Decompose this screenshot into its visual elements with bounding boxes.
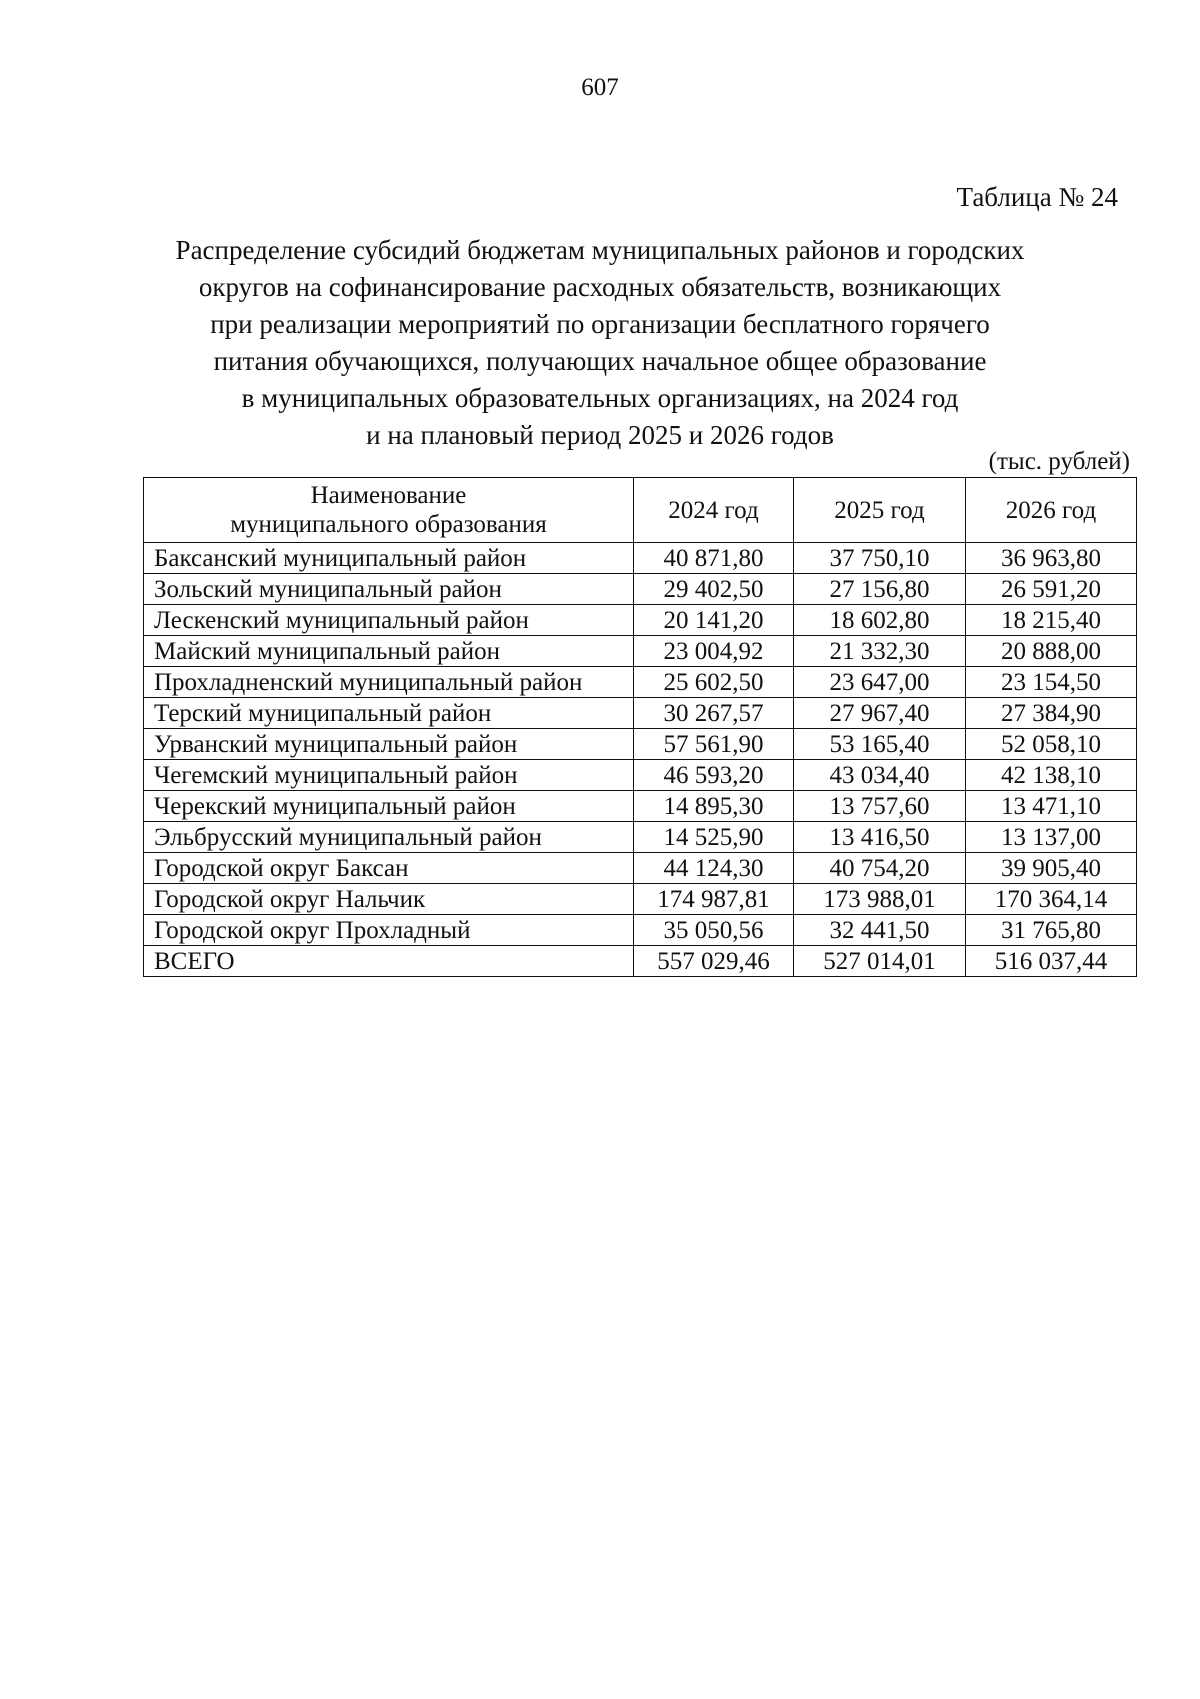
title-line: округов на софинансирование расходных обязательств, возникающих	[198, 272, 1002, 302]
cell-2024: 14 525,90	[634, 822, 794, 853]
cell-2026: 26 591,20	[966, 574, 1137, 605]
title-line: Распределение субсидий бюджетам муниципальных районов и городских	[175, 235, 1025, 265]
cell-2025: 37 750,10	[794, 543, 966, 574]
cell-2025: 40 754,20	[794, 853, 966, 884]
table-row	[144, 760, 1137, 791]
subsidy-table	[143, 477, 1137, 977]
cell-2025: 53 165,40	[794, 729, 966, 760]
cell-name: Майский муниципальный район	[144, 636, 634, 667]
table-row	[144, 822, 1137, 853]
cell-2025: 527 014,01	[794, 946, 966, 977]
cell-name: Лескенский муниципальный район	[144, 605, 634, 636]
cell-name: Городской округ Нальчик	[144, 884, 634, 915]
header-name-line1: Наименование	[310, 482, 467, 509]
cell-2024: 44 124,30	[634, 853, 794, 884]
cell-2026: 52 058,10	[966, 729, 1137, 760]
cell-2024: 30 267,57	[634, 698, 794, 729]
cell-2024: 40 871,80	[634, 543, 794, 574]
cell-2025: 18 602,80	[794, 605, 966, 636]
header-name-line2: муниципального образования	[230, 511, 547, 538]
cell-2024: 557 029,46	[634, 946, 794, 977]
cell-name: Зольский муниципальный район	[144, 574, 634, 605]
cell-2024: 57 561,90	[634, 729, 794, 760]
cell-2024: 14 895,30	[634, 791, 794, 822]
cell-2026: 13 137,00	[966, 822, 1137, 853]
cell-2024: 35 050,56	[634, 915, 794, 946]
cell-2025: 13 416,50	[794, 822, 966, 853]
table-row	[144, 636, 1137, 667]
document-title	[150, 232, 1050, 454]
title-line: при реализации мероприятий по организации бесплатного горячего	[210, 309, 990, 339]
cell-2026: 23 154,50	[966, 667, 1137, 698]
cell-2024: 174 987,81	[634, 884, 794, 915]
cell-2024: 23 004,92	[634, 636, 794, 667]
table-row	[144, 729, 1137, 760]
header-2025: 2025 год	[794, 478, 966, 543]
cell-2026: 18 215,40	[966, 605, 1137, 636]
title-line: питания обучающихся, получающих начальное общее образование	[213, 346, 987, 376]
table-row	[144, 915, 1137, 946]
cell-2026: 13 471,10	[966, 791, 1137, 822]
table-row	[144, 574, 1137, 605]
cell-2024: 46 593,20	[634, 760, 794, 791]
cell-name: Городской округ Прохладный	[144, 915, 634, 946]
cell-name: Урванский муниципальный район	[144, 729, 634, 760]
cell-2026: 39 905,40	[966, 853, 1137, 884]
cell-2025: 32 441,50	[794, 915, 966, 946]
header-2024: 2024 год	[634, 478, 794, 543]
cell-name: Баксанский муниципальный район	[144, 543, 634, 574]
header-name	[144, 478, 634, 543]
cell-2025: 27 967,40	[794, 698, 966, 729]
table-row	[144, 698, 1137, 729]
table-header-row	[144, 478, 1137, 543]
table-total-row	[144, 946, 1137, 977]
title-line: в муниципальных образовательных организациях, на 2024 год	[241, 383, 959, 413]
cell-2025: 13 757,60	[794, 791, 966, 822]
table-row	[144, 884, 1137, 915]
cell-2025: 43 034,40	[794, 760, 966, 791]
table-row	[144, 605, 1137, 636]
cell-name: Городской округ Баксан	[144, 853, 634, 884]
cell-2026: 170 364,14	[966, 884, 1137, 915]
title-line: и на плановый период 2025 и 2026 годов	[366, 420, 834, 450]
page-number: 607	[581, 74, 619, 101]
header-2026: 2026 год	[966, 478, 1137, 543]
table-row	[144, 543, 1137, 574]
table-number: Таблица № 24	[956, 182, 1118, 212]
cell-2025: 23 647,00	[794, 667, 966, 698]
cell-2026: 27 384,90	[966, 698, 1137, 729]
cell-2024: 20 141,20	[634, 605, 794, 636]
cell-2026: 31 765,80	[966, 915, 1137, 946]
cell-2025: 173 988,01	[794, 884, 966, 915]
cell-2024: 29 402,50	[634, 574, 794, 605]
cell-2024: 25 602,50	[634, 667, 794, 698]
cell-name: ВСЕГО	[144, 946, 634, 977]
cell-name: Прохладненский муниципальный район	[144, 667, 634, 698]
units-label: (тыс. рублей)	[988, 448, 1130, 475]
table-row	[144, 853, 1137, 884]
cell-2026: 42 138,10	[966, 760, 1137, 791]
cell-2026: 36 963,80	[966, 543, 1137, 574]
cell-name: Эльбрусский муниципальный район	[144, 822, 634, 853]
cell-2026: 20 888,00	[966, 636, 1137, 667]
cell-name: Чегемский муниципальный район	[144, 760, 634, 791]
table-row	[144, 667, 1137, 698]
cell-2025: 21 332,30	[794, 636, 966, 667]
cell-name: Черекский муниципальный район	[144, 791, 634, 822]
cell-name: Терский муниципальный район	[144, 698, 634, 729]
cell-2025: 27 156,80	[794, 574, 966, 605]
table-row	[144, 791, 1137, 822]
cell-2026: 516 037,44	[966, 946, 1137, 977]
